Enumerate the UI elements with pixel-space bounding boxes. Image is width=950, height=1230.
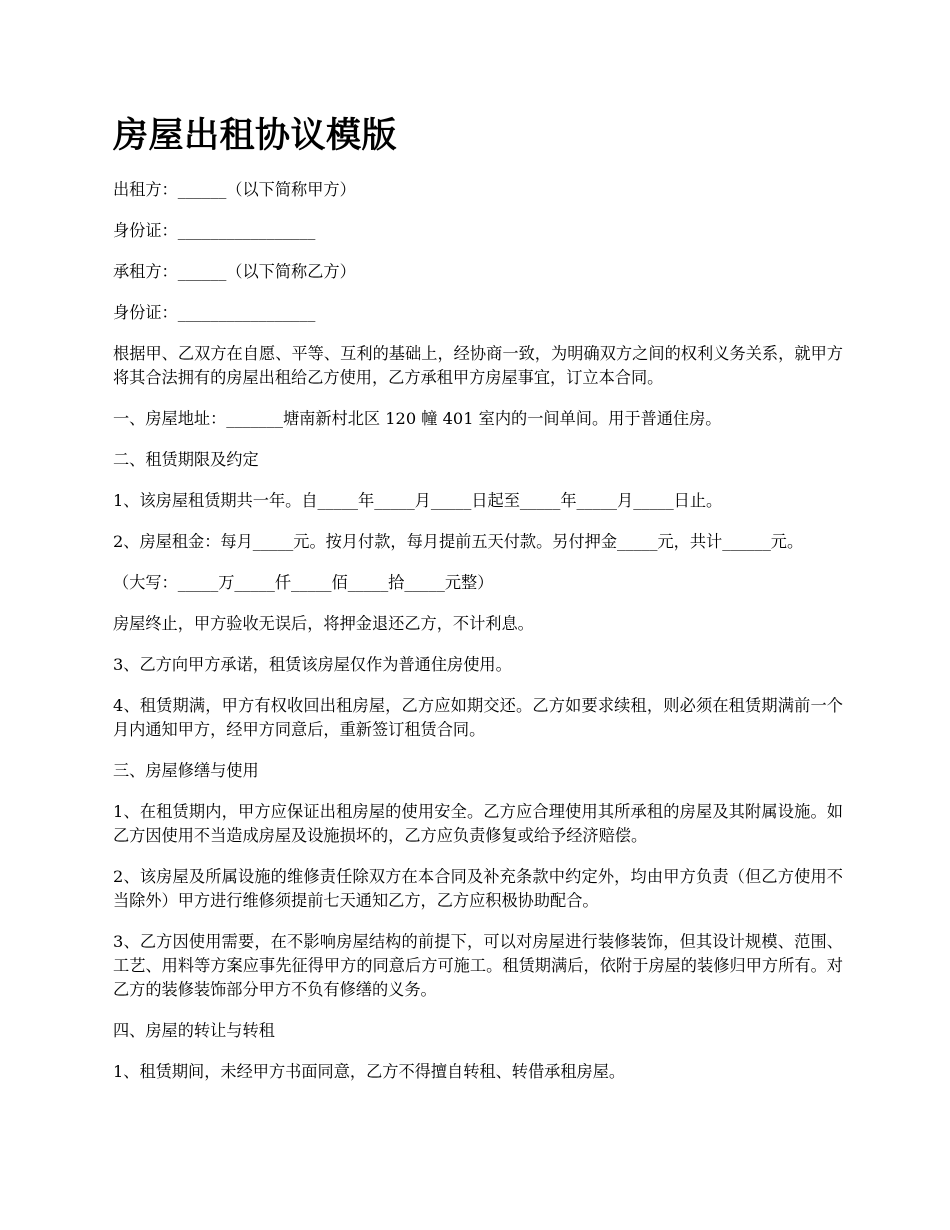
lessor-line: 出租方：______（以下简称甲方） <box>113 180 356 199</box>
document-title: 房屋出租协议模版 <box>113 115 398 156</box>
document-body <box>113 178 843 1101</box>
lessee-id-line: 身份证：_________________ <box>113 303 316 322</box>
lessor-id-line: 身份证：_________________ <box>113 221 316 240</box>
section-4-heading: 四、房屋的转让与转租 <box>113 1021 275 1040</box>
clause-3-3-decoration: 3、乙方因使用需要，在不影响房屋结构的前提下，可以对房屋进行装修装饰，但其设计规模、范围、工艺、用料等方案应事先征得甲方的同意后方可施工。租赁期满后，依附于房屋的装修归甲方所有。对乙方的装修装饰部分甲方不负有修缮的义务。 <box>113 932 843 999</box>
clause-2-2-rent: 2、房屋租金：每月_____元。按月付款，每月提前五天付款。另付押金_____元，共计______元。 <box>113 532 804 551</box>
clause-2-1-term: 1、该房屋租赁期共一年。自_____年_____月_____日起至_____年_____月_____日止。 <box>113 491 723 510</box>
clause-2-4-renewal: 4、租赁期满，甲方有权收回出租房屋，乙方应如期交还。乙方如要求续租，则必须在租赁期满前一个月内通知甲方，经甲方同意后，重新签订租赁合同。 <box>113 696 843 739</box>
clause-4-1-sublease: 1、租赁期间，未经甲方书面同意，乙方不得擅自转租、转借承租房屋。 <box>113 1062 626 1081</box>
section-2-heading: 二、租赁期限及约定 <box>113 450 259 469</box>
section-1-address: 一、房屋地址：_______塘南新村北区 120 幢 401 室内的一间单间。用于普通住房。 <box>113 409 722 428</box>
clause-3-1-safety: 1、在租赁期内，甲方应保证出租房屋的使用安全。乙方应合理使用其所承租的房屋及其附属设施。如乙方因使用不当造成房屋及设施损坏的，乙方应负责修复或给予经济赔偿。 <box>113 802 843 845</box>
clause-3-2-repair: 2、该房屋及所属设施的维修责任除双方在本合同及补充条款中约定外，均由甲方负责（但乙方使用不当除外）甲方进行维修须提前七天通知乙方，乙方应积极协助配合。 <box>113 867 843 910</box>
lessee-line: 承租方：______（以下简称乙方） <box>113 262 356 281</box>
clause-2-2-amount-words: （大写：_____万_____仟_____佰_____拾_____元整） <box>113 573 494 592</box>
clause-2-3-usage: 3、乙方向甲方承诺，租赁该房屋仅作为普通住房使用。 <box>113 655 512 674</box>
clause-deposit-refund: 房屋终止，甲方验收无误后，将押金退还乙方，不计利息。 <box>113 614 534 633</box>
section-3-heading: 三、房屋修缮与使用 <box>113 761 259 780</box>
preamble-paragraph: 根据甲、乙双方在自愿、平等、互利的基础上，经协商一致，为明确双方之间的权利义务关系，就甲方将其合法拥有的房屋出租给乙方使用，乙方承租甲方房屋事宜，订立本合同。 <box>113 344 843 387</box>
